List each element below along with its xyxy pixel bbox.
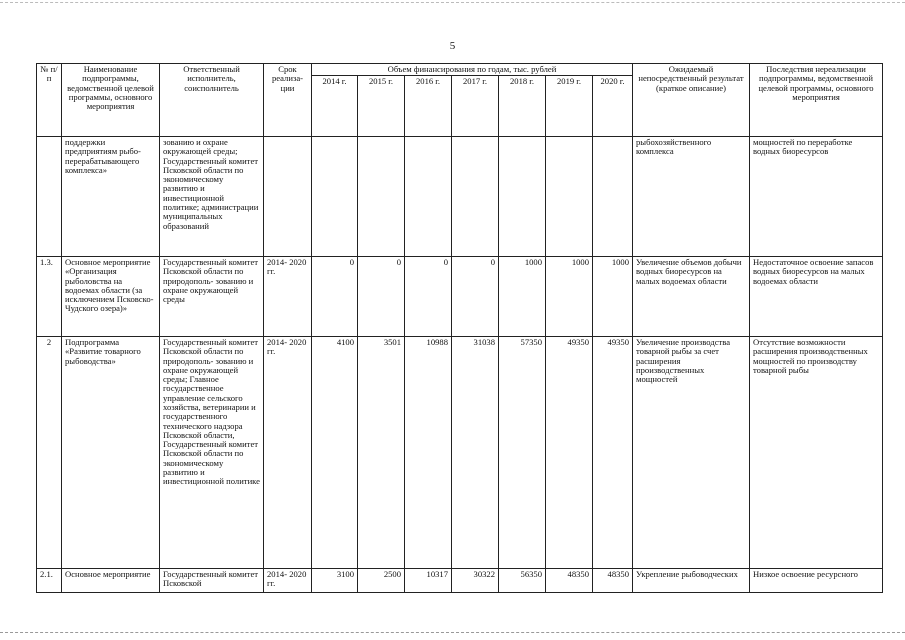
header-term: Срок реализа- ции: [264, 64, 312, 137]
row-value-2016: 10317: [405, 569, 452, 593]
row-result: Увеличение производства товарной рыбы за счет расширения производственных мощностей: [633, 337, 750, 569]
row-value-2019: 48350: [546, 569, 593, 593]
row-value-2014: 0: [312, 257, 358, 337]
row-value-2014: 3100: [312, 569, 358, 593]
row-consequences: Недостаточное освоение запасов водных биоресурсов на малых водоемах области: [750, 257, 883, 337]
row-num: 1.3.: [37, 257, 62, 337]
header-result: Ожидаемый непосредственный результат (краткое описание): [633, 64, 750, 137]
header-num: № п/п: [37, 64, 62, 137]
row-name: Основное мероприятие «Организация рыболовства на водоемах области (за исключением Псковско-Чудского озера)»: [62, 257, 160, 337]
row-value-2019: [546, 137, 593, 257]
row-name: Подпрограмма «Развитие товарного рыбоводства»: [62, 337, 160, 569]
header-year: 2018 г.: [499, 76, 546, 137]
row-value-2017: [452, 137, 499, 257]
row-term: 2014- 2020 гг.: [264, 337, 312, 569]
row-value-2015: 0: [358, 257, 405, 337]
row-executor: Государственный комитет Псковской области по природополь- зованию и охране окружающей среды: [160, 257, 264, 337]
row-value-2020: 49350: [593, 337, 633, 569]
header-year: 2016 г.: [405, 76, 452, 137]
row-value-2016: 0: [405, 257, 452, 337]
header-consequences: Последствия нереализации подпрограммы, ведомственной целевой программы, основного мероприятия: [750, 64, 883, 137]
header-year: 2019 г.: [546, 76, 593, 137]
scan-edge-top: [0, 2, 905, 3]
row-value-2014: [312, 137, 358, 257]
header-year: 2014 г.: [312, 76, 358, 137]
row-result: Увеличение объемов добычи водных биоресурсов на малых водоемах области: [633, 257, 750, 337]
row-value-2016: [405, 137, 452, 257]
table-header-row: [37, 64, 883, 76]
row-value-2020: [593, 137, 633, 257]
row-term: [264, 137, 312, 257]
row-value-2015: 3501: [358, 337, 405, 569]
row-value-2018: 57350: [499, 337, 546, 569]
row-executor: Государственный комитет Псковской: [160, 569, 264, 593]
header-year: 2020 г.: [593, 76, 633, 137]
header-year: 2017 г.: [452, 76, 499, 137]
row-num: [37, 137, 62, 257]
row-value-2018: [499, 137, 546, 257]
row-executor: Государственный комитет Псковской области по природополь- зованию и охране окружающей среды; Главное государственное управление сельского хозяйства, ветеринарии и государственного технического надзора Псковской области, Государственный комитет Псковской области по экономическому развитию и инвестиционной политике: [160, 337, 264, 569]
row-value-2015: 2500: [358, 569, 405, 593]
row-result: рыбохозяйственного комплекса: [633, 137, 750, 257]
header-year: 2015 г.: [358, 76, 405, 137]
row-value-2017: 31038: [452, 337, 499, 569]
row-value-2019: 49350: [546, 337, 593, 569]
table-row: [37, 569, 883, 593]
row-num: 2.1.: [37, 569, 62, 593]
row-value-2018: 56350: [499, 569, 546, 593]
header-executor: Ответственный исполнитель, соисполнитель: [160, 64, 264, 137]
row-value-2020: 1000: [593, 257, 633, 337]
row-value-2017: 0: [452, 257, 499, 337]
row-consequences: Низкое освоение ресурсного: [750, 569, 883, 593]
row-executor: зованию и охране окружающей среды; Государственный комитет Псковской области по экономическому развитию и инвестиционной политике; администрации муниципальных образований: [160, 137, 264, 257]
table-row: [37, 257, 883, 337]
row-num: 2: [37, 337, 62, 569]
row-value-2019: 1000: [546, 257, 593, 337]
row-name: Основное мероприятие: [62, 569, 160, 593]
row-consequences: Отсутствие возможности расширения производственных мощностей по производству товарной рыбы: [750, 337, 883, 569]
scan-edge-bottom: [0, 632, 905, 633]
row-name: поддержки предприятиям рыбо- перерабатывающего комплекса»: [62, 137, 160, 257]
row-value-2020: 48350: [593, 569, 633, 593]
table-row: [37, 337, 883, 569]
row-value-2016: 10988: [405, 337, 452, 569]
row-value-2018: 1000: [499, 257, 546, 337]
row-term: 2014- 2020 гг.: [264, 257, 312, 337]
row-value-2015: [358, 137, 405, 257]
header-name: Наименование подпрограммы, ведомственной целевой программы, основного мероприятия: [62, 64, 160, 137]
row-result: Укрепление рыбоводческих: [633, 569, 750, 593]
row-consequences: мощностей по переработке водных биоресурсов: [750, 137, 883, 257]
table-row: [37, 137, 883, 257]
row-term: 2014- 2020 гг.: [264, 569, 312, 593]
header-funding: Объем финансирования по годам, тыс. рублей: [312, 64, 633, 76]
row-value-2014: 4100: [312, 337, 358, 569]
program-table: [36, 63, 883, 593]
page-number: 5: [449, 40, 456, 52]
row-value-2017: 30322: [452, 569, 499, 593]
